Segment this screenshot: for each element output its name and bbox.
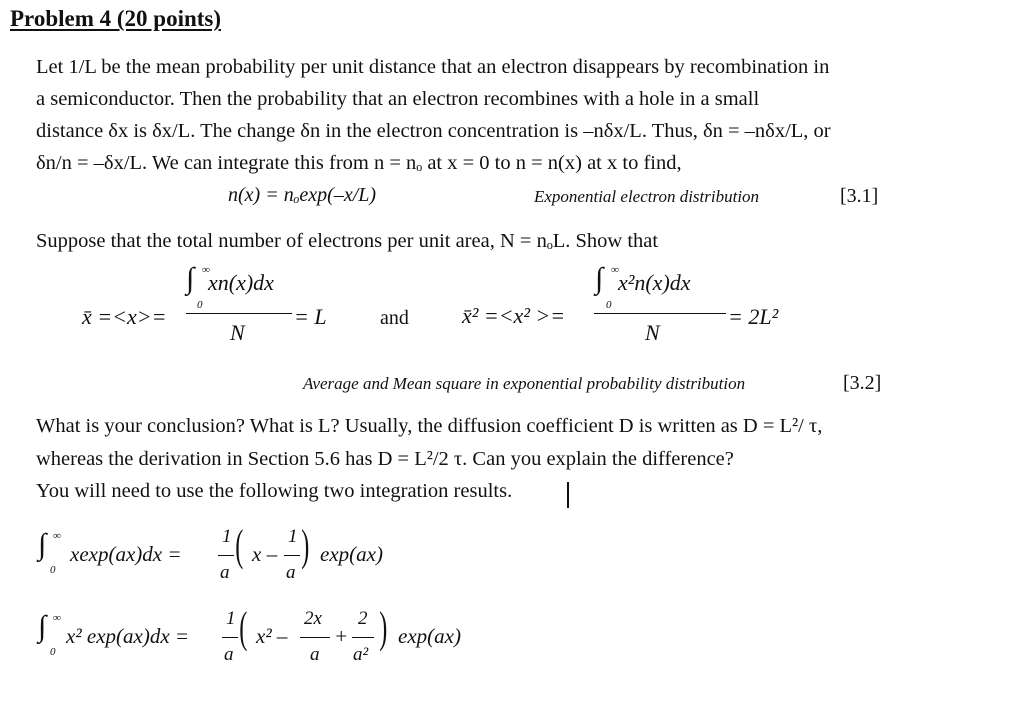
fraction-bar <box>352 637 374 638</box>
left-paren: ( <box>239 603 248 652</box>
fraction-numerator: 1 <box>288 526 298 547</box>
fraction-bar <box>218 555 234 556</box>
paragraph-line: whereas the derivation in Section 5.6 has D = L²/2 τ. Can you explain the difference? <box>36 448 734 470</box>
equation-3-1-number: [3.1] <box>840 185 879 207</box>
paragraph-line: Suppose that the total number of electrons per unit area, N = nₒL. Show that <box>36 230 659 252</box>
integral-upper-limit: ∞ <box>53 530 61 542</box>
fraction-denominator: a <box>220 562 230 583</box>
integral-1-integrand: xexp(ax)dx = <box>70 542 182 566</box>
right-paren: ) <box>379 603 388 652</box>
fraction-bar <box>284 555 300 556</box>
fraction-numerator: 2x <box>304 608 322 629</box>
equation-3-1-label: Exponential electron distribution <box>534 187 760 206</box>
plus-sign: + <box>334 624 349 648</box>
integral-sign: ∫ <box>38 610 47 643</box>
integral-2-integrand: x² exp(ax)dx = <box>66 624 190 648</box>
integral-upper-limit: ∞ <box>202 264 210 276</box>
mean-square-numerator: x²n(x)dx <box>618 270 691 295</box>
integral-lower-limit: 0 <box>50 564 56 576</box>
inner-term: x² – <box>256 624 288 648</box>
fraction-numerator: 1 <box>226 608 236 629</box>
mean-denominator: N <box>230 320 245 345</box>
fraction-denominator: a² <box>353 644 369 665</box>
inner-term: x – <box>252 542 278 566</box>
integral-2-tail: exp(ax) <box>398 624 461 648</box>
mean-square-denominator: N <box>645 320 660 345</box>
left-paren: ( <box>235 521 244 570</box>
paragraph-line: δn/n = –δx/L. We can integrate this from n = nₒ at x = 0 to n = n(x) at x to find, <box>36 152 682 174</box>
paragraph-line: Let 1/L be the mean probability per unit distance that an electron disappears by recombination in <box>36 56 830 78</box>
fraction-bar <box>222 637 238 638</box>
integral-sign: ∫ <box>38 528 47 561</box>
right-paren: ) <box>301 521 310 570</box>
fraction-denominator: a <box>224 644 234 665</box>
integral-upper-limit: ∞ <box>611 264 619 276</box>
mean-numerator: xn(x)dx <box>208 270 274 295</box>
equation-3-1: n(x) = nₒexp(–x/L) <box>228 184 377 206</box>
problem-title: Problem 4 (20 points) <box>10 6 222 31</box>
equation-3-2-label: Average and Mean square in exponential probability distribution <box>303 374 746 393</box>
integral-lower-limit: 0 <box>197 299 203 311</box>
and-text: and <box>380 307 409 329</box>
integral-sign: ∫ <box>186 262 195 295</box>
paragraph-line: distance δx is δx/L. The change δn in the electron concentration is –nδx/L. Thus, δn = –nδx/L, or <box>36 120 831 142</box>
integral-sign: ∫ <box>595 262 604 295</box>
fraction-bar <box>186 313 292 314</box>
mean-lhs: x̄ =<x>= <box>82 304 167 329</box>
text-cursor <box>567 482 569 508</box>
mean-result: = L <box>294 304 327 329</box>
mean-square-result: = 2L² <box>728 304 779 329</box>
fraction-denominator: a <box>310 644 320 665</box>
integral-upper-limit: ∞ <box>53 612 61 624</box>
equation-3-2-number: [3.2] <box>843 372 882 394</box>
integral-1-tail: exp(ax) <box>320 542 383 566</box>
fraction-numerator: 2 <box>358 608 368 629</box>
fraction-denominator: a <box>286 562 296 583</box>
integral-lower-limit: 0 <box>50 646 56 658</box>
integral-lower-limit: 0 <box>606 299 612 311</box>
paragraph-line: a semiconductor. Then the probability that an electron recombines with a hole in a small <box>36 88 760 110</box>
paragraph-line: What is your conclusion? What is L? Usually, the diffusion coefficient D is written as D = L²/ τ, <box>36 415 823 437</box>
fraction-bar <box>594 313 726 314</box>
mean-square-lhs: x̄² =<x² >= <box>462 303 566 328</box>
paragraph-line: You will need to use the following two integration results. <box>36 480 513 502</box>
fraction-numerator: 1 <box>222 526 232 547</box>
fraction-bar <box>300 637 330 638</box>
